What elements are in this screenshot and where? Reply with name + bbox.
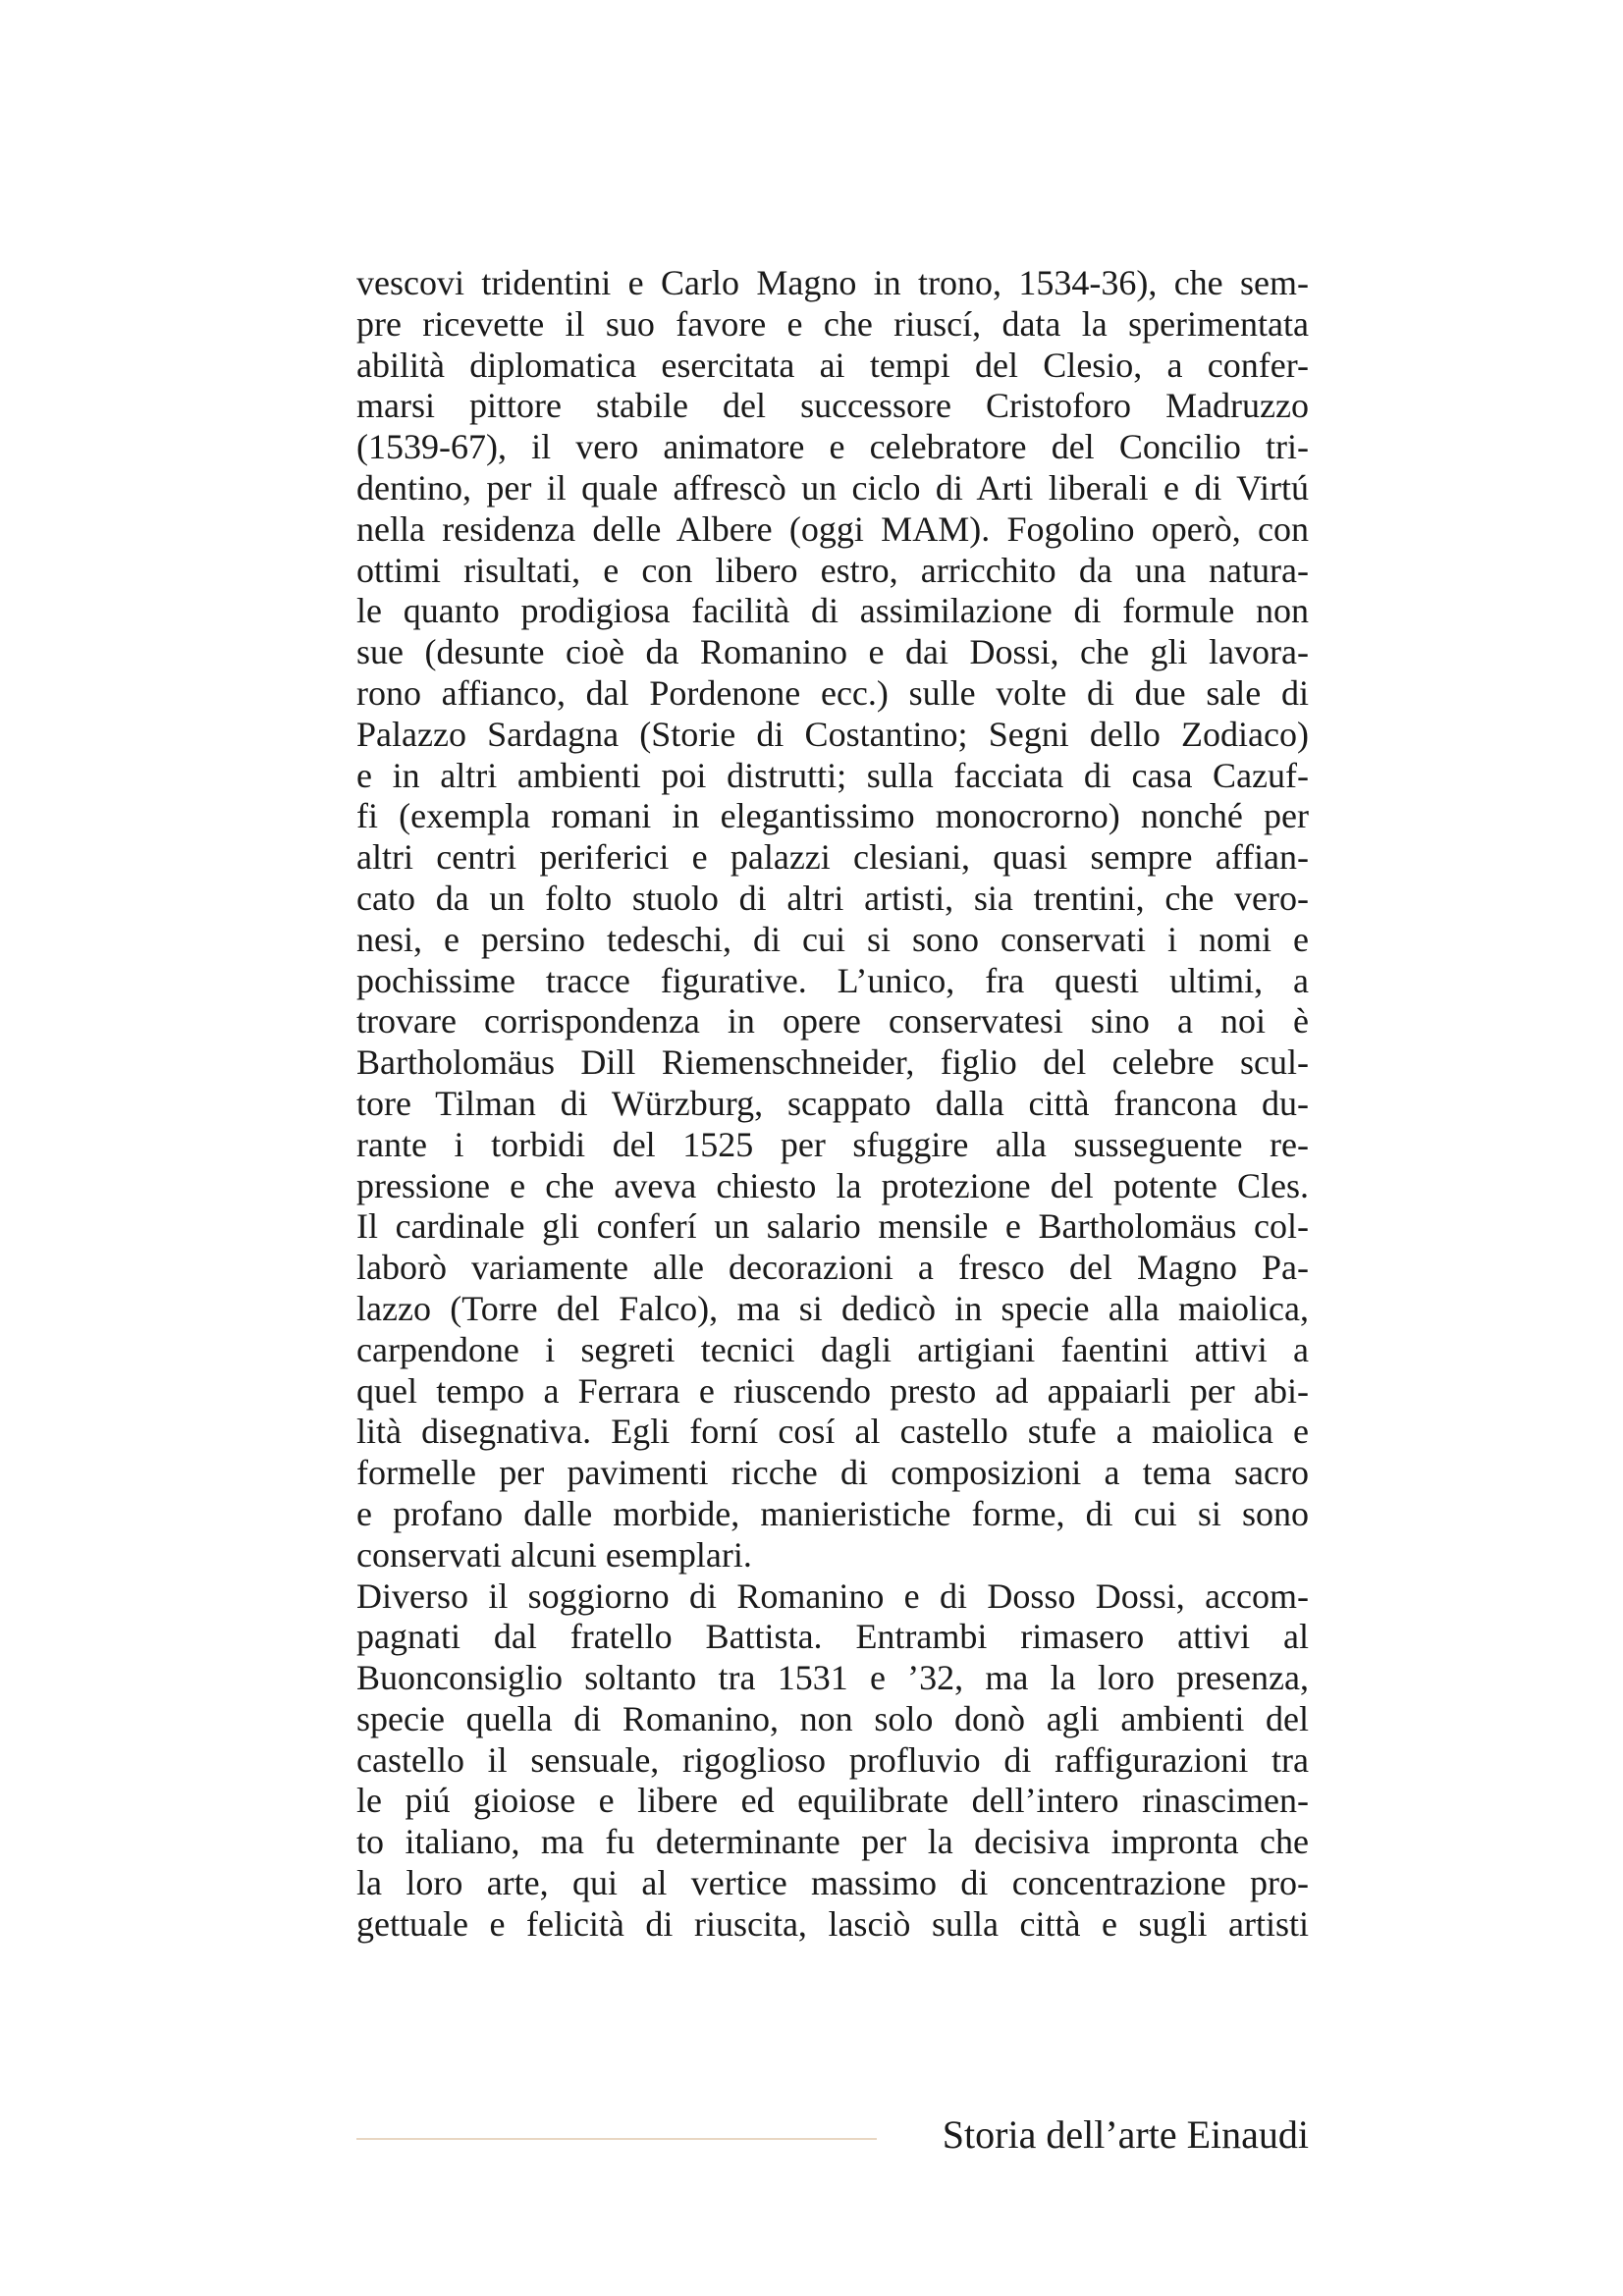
text-line: marsi pittore stabile del successore Cristoforo Madruzzo [356,386,1309,426]
text-line: pagnati dal fratello Battista. Entrambi rimasero attivi al [356,1617,1309,1657]
text-line: specie quella di Romanino, non solo donò agli ambienti del [356,1698,1309,1738]
text-line: cato da un folto stuolo di altri artisti, sia trentini, che vero- [356,878,1309,918]
text-line: castello il sensuale, rigoglioso profluvio di raffigurazioni tra [356,1739,1309,1780]
text-line: Bartholomäus Dill Riemenschneider, figlio del celebre scul- [356,1042,1309,1083]
text-line: pressione e che aveva chiesto la protezione del potente Cles. [356,1165,1309,1205]
footer-rule [356,2138,877,2140]
text-line: le piú gioiose e libere ed equilibrate dell’intero rinascimen- [356,1781,1309,1821]
text-line: nesi, e persino tedeschi, di cui si sono conservati i nomi e [356,919,1309,959]
text-line: tore Tilman di Würzburg, scappato dalla città francona du- [356,1083,1309,1123]
text-line: lità disegnativa. Egli forní cosí al castello stufe a maiolica e [356,1412,1309,1452]
text-line: rante i torbidi del 1525 per sfuggire alla susseguente re- [356,1124,1309,1164]
text-line: e profano dalle morbide, manieristiche forme, di cui si sono [356,1493,1309,1533]
text-line: la loro arte, qui al vertice massimo di concentrazione pro- [356,1863,1309,1903]
text-line: laborò variamente alle decorazioni a fresco del Magno Pa- [356,1248,1309,1288]
text-line: conservati alcuni esemplari. [356,1534,752,1575]
text-line: carpendone i segreti tecnici dagli artigiani faentini attivi a [356,1329,1309,1369]
text-line: Palazzo Sardagna (Storie di Costantino; Segni dello Zodiaco) [356,714,1309,754]
text-line: e in altri ambienti poi distrutti; sulla facciata di casa Cazuf- [356,755,1309,795]
text-line: pre ricevette il suo favore e che riuscí, data la sperimentata [356,303,1309,344]
text-line: altri centri periferici e palazzi clesiani, quasi sempre affian- [356,837,1309,878]
footer-title: Storia dell’arte Einaudi [942,2112,1309,2157]
text-line: nella residenza delle Albere (oggi MAM). Fogolino operò, con [356,508,1309,549]
text-line: sue (desunte cioè da Romanino e dai Dossi, che gli lavora- [356,632,1309,672]
text-line: fi (exempla romani in elegantissimo monocrorno) nonché per [356,796,1309,836]
text-line: Il cardinale gli conferí un salario mensile e Bartholomäus col- [356,1206,1309,1247]
text-line: vescovi tridentini e Carlo Magno in trono, 1534-36), che sem- [356,263,1309,302]
text-line: formelle per pavimenti ricche di composizioni a tema sacro [356,1453,1309,1493]
body-text [356,263,1309,1946]
text-line: gettuale e felicità di riuscita, lasciò sulla città e sugli artisti [356,1903,1309,1944]
text-line: Diverso il soggiorno di Romanino e di Dosso Dossi, accom- [356,1575,1309,1616]
text-line: le quanto prodigiosa facilità di assimilazione di formule non [356,591,1309,631]
text-line: quel tempo a Ferrara e riuscendo presto ad appaiarli per abi- [356,1370,1309,1411]
text-line: dentino, per il quale affrescò un ciclo di Arti liberali e di Virtú [356,467,1309,507]
text-line: ottimi risultati, e con libero estro, arricchito da una natura- [356,550,1309,590]
text-line: abilità diplomatica esercitata ai tempi del Clesio, a confer- [356,345,1309,385]
text-line: lazzo (Torre del Falco), ma si dedicò in specie alla maiolica, [356,1288,1309,1328]
text-line: rono affianco, dal Pordenone ecc.) sulle volte di due sale di [356,672,1309,713]
text-line: (1539-67), il vero animatore e celebratore del Concilio tri- [356,427,1309,467]
text-line: to italiano, ma fu determinante per la decisiva impronta che [356,1822,1309,1862]
text-line: Buonconsiglio soltanto tra 1531 e ’32, ma la loro presenza, [356,1658,1309,1698]
text-line: trovare corrispondenza in opere conservatesi sino a noi è [356,1001,1309,1041]
text-line: pochissime tracce figurative. L’unico, fra questi ultimi, a [356,960,1309,1000]
